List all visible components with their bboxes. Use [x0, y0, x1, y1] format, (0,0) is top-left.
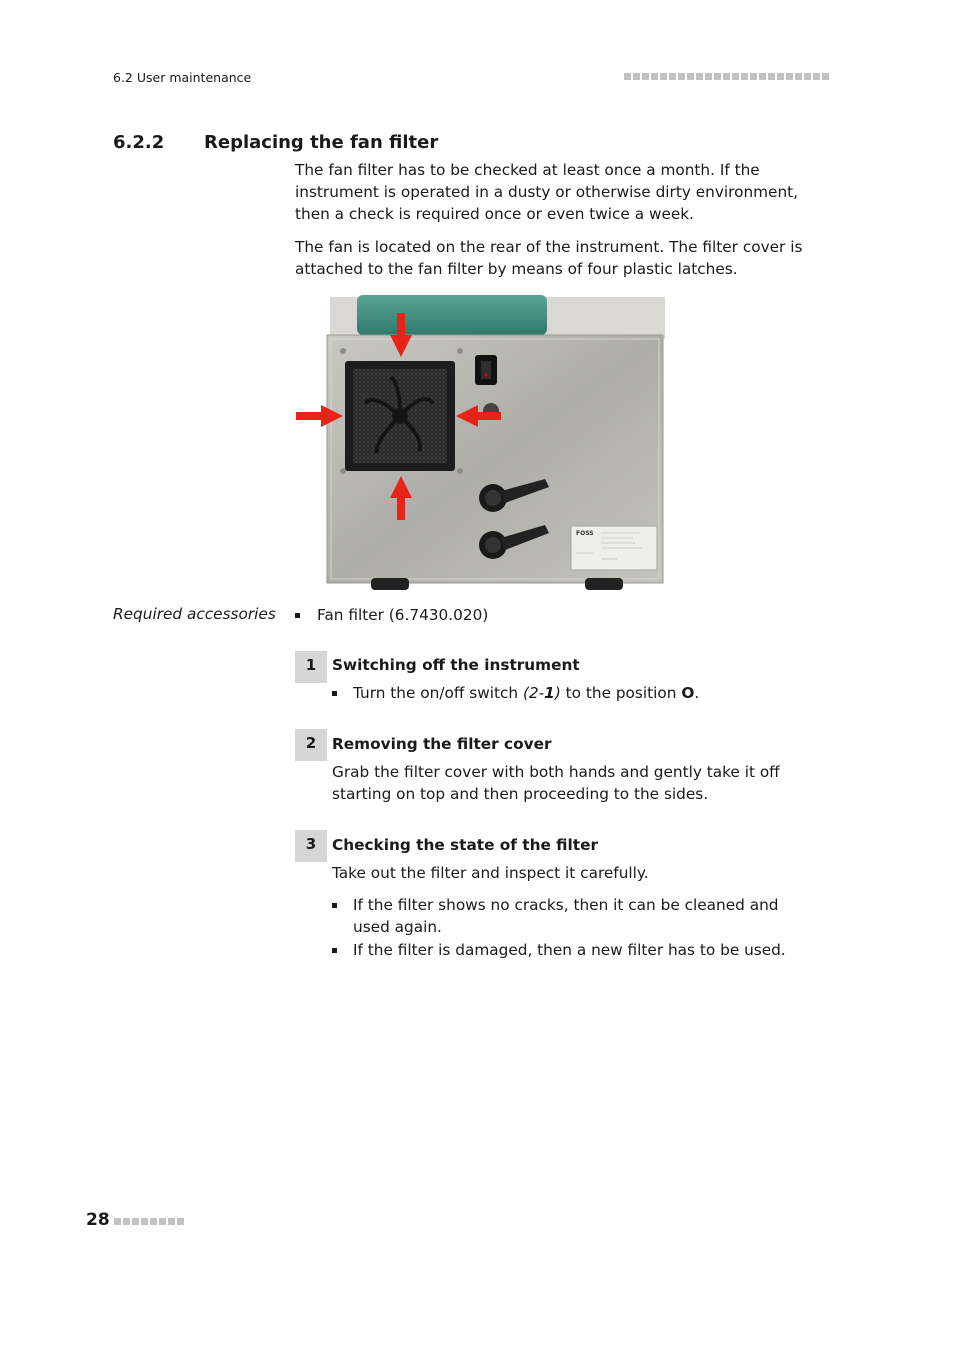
arrow-bottom-icon: [397, 495, 405, 520]
page-number: 28: [86, 1210, 110, 1230]
accessory-item: [295, 604, 488, 626]
running-header: 6.2 User maintenance: [113, 70, 252, 85]
section-number: 6.2.2: [113, 132, 165, 153]
footer-dot-bar: [114, 1218, 184, 1225]
step-3-text: Take out the filter and inspect it carefully.: [332, 864, 649, 882]
step-1-bullet: [332, 682, 699, 704]
accessory-text: Fan filter (6.7430.020): [317, 606, 489, 624]
type-plate-brand: FOSS: [576, 530, 594, 537]
header-dot-bar: [624, 73, 829, 80]
bullet-icon: [332, 691, 337, 696]
step-number-2: 2: [295, 729, 327, 761]
step-title-2: Removing the filter cover: [332, 735, 552, 753]
bullet-icon: [332, 948, 337, 953]
step-2-text: Grab the filter cover with both hands and gently take it off starting on top and then proceeding to the sides.: [332, 763, 780, 803]
step-1-bullet-text: Turn the on/off switch (2-1) to the position O.: [353, 684, 700, 702]
step-number-3: 3: [295, 830, 327, 862]
arrow-top-icon: [397, 313, 405, 338]
paragraph-intro: The fan filter has to be checked at least once a month. If the instrument is operated in a dusty or otherwise dirty environment, then a check is required once or even twice a week.: [295, 161, 799, 223]
lid-shape: [357, 295, 547, 335]
step-title-1: Switching off the instrument: [332, 656, 580, 674]
bullet-icon: [332, 903, 337, 908]
step-3-bullet-2-text: If the filter is damaged, then a new filter has to be used.: [353, 941, 786, 959]
arrow-right-icon: [475, 412, 501, 420]
step-3-bullet-1-text: If the filter shows no cracks, then it can be cleaned and used again.: [353, 896, 779, 936]
paragraph-location: The fan is located on the rear of the instrument. The filter cover is attached to the fan filter by means of four plastic latches.: [295, 238, 803, 278]
step-3-bullet-2: [332, 939, 812, 961]
required-accessories-label: Required accessories: [113, 605, 276, 623]
arrow-left-icon: [296, 412, 324, 420]
bullet-icon: [295, 613, 300, 618]
step-title-3: Checking the state of the filter: [332, 836, 598, 854]
section-title: Replacing the fan filter: [204, 132, 439, 153]
step-number-1: 1: [295, 651, 327, 683]
instrument-illustration: [295, 293, 667, 593]
instrument-rear-photo: [295, 293, 667, 593]
step-3-bullet-1: [332, 894, 812, 938]
